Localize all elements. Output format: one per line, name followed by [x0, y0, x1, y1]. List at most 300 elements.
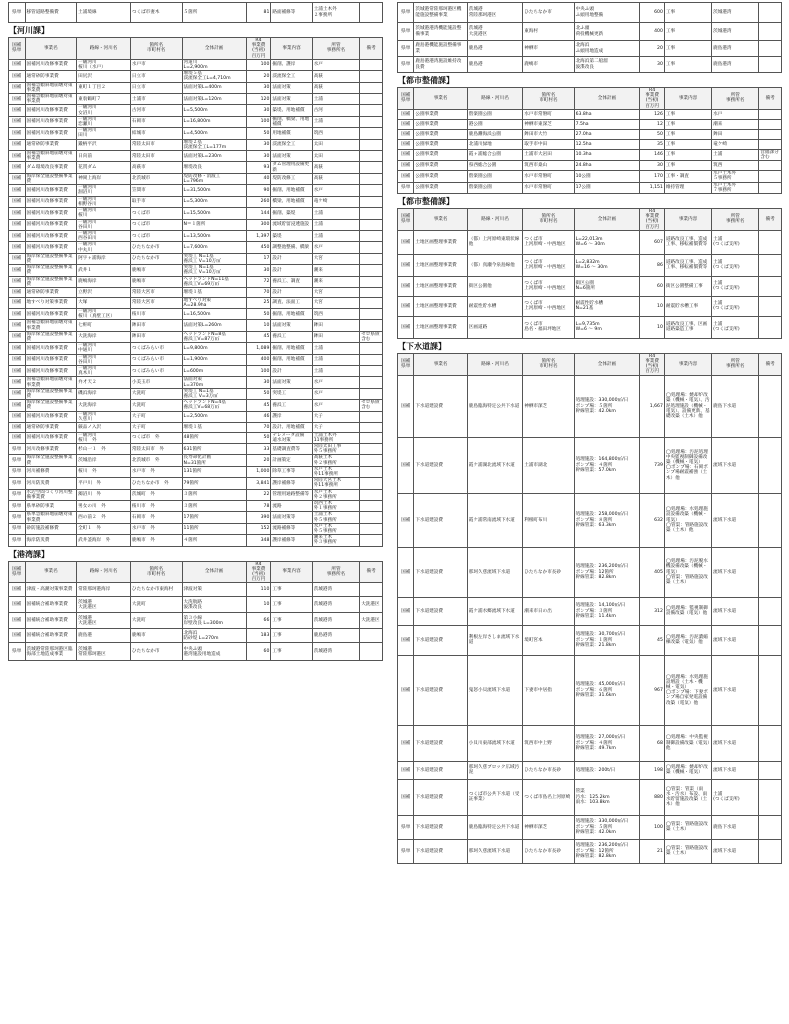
table-row: [398, 149, 782, 160]
table-cell: ダム環境改良事業費: [25, 162, 77, 173]
table-cell: [360, 116, 383, 127]
table-cell: 土浦 (つくば支所): [712, 779, 759, 815]
table-cell: [759, 254, 782, 276]
table-cell: 長寿命化計画 N=31箇所: [182, 455, 246, 466]
table-cell: 公園事業費: [414, 149, 467, 160]
table-cell: L=4,500m: [182, 128, 246, 139]
table-cell: 600: [640, 3, 665, 23]
table-cell: [360, 444, 383, 455]
table-cell: 33: [246, 444, 271, 455]
column-header: 国補 県単: [9, 38, 26, 60]
table-cell: 高萩: [312, 173, 360, 184]
table-cell: 78: [246, 501, 271, 512]
table-row: [9, 583, 383, 597]
table-cell: 下水道建設費: [414, 655, 467, 725]
table-cell: 30: [246, 82, 271, 93]
table-cell: 下水道建設費: [414, 725, 467, 761]
table-cell: 国補: [398, 254, 414, 276]
table-cell: 一級河川 谷田川: [77, 354, 131, 365]
table-cell: 工事: [664, 23, 711, 41]
table-cell: 処理施設：27,000㎥/日 ポンプ場：４箇所 幹線管渠：49.7km: [574, 725, 640, 761]
table-cell: 国補: [398, 725, 414, 761]
table-cell: 道路改良工事、造成工事、移転補償費等: [664, 254, 711, 276]
table-row: [9, 388, 383, 399]
table-cell: つくば市 上河原崎・中西地区: [523, 230, 574, 254]
table-cell: [360, 523, 383, 534]
table-cell: 渓流保全工: [271, 139, 312, 150]
table-cell: 堤防改修・消波工 L=796m: [182, 173, 246, 184]
column-header: 事業内容: [664, 353, 711, 375]
right-column: [397, 2, 782, 864]
table-cell: 流域下水道: [712, 725, 759, 761]
table-cell: 国補: [9, 411, 26, 422]
table-cell: 高萩: [312, 82, 360, 93]
table-cell: 流域下水道: [712, 625, 759, 655]
table-cell: 工事: [271, 597, 312, 613]
table-cell: 設計、用地補償: [271, 423, 312, 433]
table-cell: 国補: [9, 597, 26, 613]
table-cell: 第３小線 岸壁改良 L=300m: [182, 613, 246, 629]
table-cell: 水辺空間づくり河川整備事業費: [25, 489, 77, 500]
table-cell: 設計: [271, 287, 312, 297]
table-cell: 海岸防災費: [25, 535, 77, 546]
table-cell: 太田: [312, 139, 360, 150]
table-cell: 鹿島港: [467, 57, 522, 73]
table-cell: 国補河川改修事業費: [25, 196, 77, 207]
table-cell: 国補統合補助事業費: [25, 629, 77, 643]
table-cell: 国補河川改修事業費: [25, 411, 77, 422]
table-cell: 10: [246, 597, 271, 613]
table-cell: ◯処理場：水処理施設増設（土木・機械・電気） ◯ポンプ場：下妻ポンプ場自家発電設備改築（電気）他: [664, 655, 711, 725]
table-cell: [360, 128, 383, 139]
table-cell: 国補: [398, 276, 414, 296]
table-cell: 工事・調査: [664, 171, 711, 182]
column-header: 全体計画: [182, 561, 246, 583]
table-cell: L=9,800m: [182, 343, 246, 354]
table-cell: 橋梁、用地補償: [271, 196, 312, 207]
table-cell: 国補: [9, 265, 26, 276]
table-cell: 国補統合補助事業費: [25, 613, 77, 629]
table-cell: 一級河川 相野谷川: [77, 196, 131, 207]
table-cell: 国補: [9, 173, 26, 184]
table-cell: 国補河川改修事業費: [25, 185, 77, 196]
column-header: 事業内容: [664, 88, 711, 110]
table-cell: 鬼怒小貝流域下水道: [467, 655, 522, 725]
table-cell: 耐震性貯水槽: [467, 296, 522, 316]
table-cell: 21: [640, 839, 665, 863]
table-cell: [360, 411, 383, 422]
table-cell: 県西総合公園: [467, 161, 522, 171]
table-cell: 県単: [398, 3, 414, 23]
table-cell: [360, 139, 383, 150]
table-cell: 竜ケ崎: [712, 139, 759, 149]
table-cell: つくば市 外: [130, 432, 182, 443]
right-top-table: [397, 2, 782, 73]
table-row: [398, 493, 782, 547]
table-cell: 国補河川改修事業費: [25, 105, 77, 116]
table-cell: 国補: [9, 128, 26, 139]
table-cell: 管渠 汚水：125.2km 雨水：103.8km: [574, 779, 640, 815]
table-cell: [759, 655, 782, 725]
table-cell: 312: [640, 597, 665, 625]
table-cell: 鹿島下水道: [712, 815, 759, 839]
column-header: 事業内容: [664, 209, 711, 231]
table-row: [9, 365, 383, 376]
table-cell: 30: [640, 57, 665, 73]
table-cell: [360, 71, 383, 82]
table-cell: 常陸太田市 外: [130, 444, 182, 455]
table-cell: 筑西: [312, 308, 360, 319]
table-cell: 県単: [9, 455, 26, 466]
table-row: [9, 597, 383, 613]
table-cell: 通常砂防事業費: [25, 71, 77, 82]
table-cell: [360, 276, 383, 287]
table-cell: 一級河川 真木川: [77, 365, 131, 376]
table-cell: 66: [246, 613, 271, 629]
table-cell: 1,667: [640, 375, 665, 437]
table-cell: つくば市妻木: [130, 3, 182, 23]
table-cell: 鹿島下水道: [712, 375, 759, 437]
table-cell: 水戸土木外 ７事務所: [712, 182, 759, 193]
table-cell: 処理施設：14,100㎥/日 ポンプ場：３箇所 幹線管渠：11.4km: [574, 597, 640, 625]
table-cell: 79箇所: [182, 478, 246, 489]
table-cell: 常陸大宮土木 外11事務所: [312, 478, 360, 489]
table-cell: 流域貯留浸透施設: [271, 219, 312, 230]
table-cell: 通常砂防事業費: [25, 139, 77, 150]
table-cell: [360, 489, 383, 500]
table-cell: 茨城港 大洗港区: [467, 23, 522, 41]
table-cell: 水戸土木 外２事務所: [312, 489, 360, 500]
table-cell: 70: [246, 287, 271, 297]
table-cell: 土浦: [312, 94, 360, 105]
table-cell: 国補: [9, 82, 26, 93]
table-cell: 鹿嶋市: [130, 629, 182, 643]
table-cell: 24.8ha: [574, 161, 640, 171]
table-cell: 街区公園整備工事: [664, 276, 711, 296]
table-cell: 潮来土木 外３事務所: [312, 535, 360, 546]
table-cell: 68: [640, 725, 665, 761]
park-table: [397, 87, 782, 194]
table-cell: 工事: [664, 109, 711, 119]
table-cell: [759, 839, 782, 863]
table-cell: 県単: [398, 839, 414, 863]
table-row: [9, 253, 383, 264]
table-cell: 35: [640, 139, 665, 149]
table-cell: 国補: [9, 343, 26, 354]
table-cell: 県単: [398, 57, 414, 73]
table-row: [9, 265, 383, 276]
column-header: 箇所名 市町村名: [523, 209, 574, 231]
table-cell: [759, 437, 782, 493]
table-cell: 国補: [398, 149, 414, 160]
table-cell: 国補河川改修事業費: [25, 208, 77, 219]
column-header: 所管 事務所名: [312, 38, 360, 60]
table-row: [9, 71, 383, 82]
column-header: 所管 事務所名: [712, 353, 759, 375]
table-cell: 護岸補修等: [271, 478, 312, 489]
table-cell: ダム管理用設備更新: [271, 162, 312, 173]
table-cell: 国補: [398, 625, 414, 655]
table-cell: 高萩: [312, 71, 360, 82]
table-cell: 掘削、護岸: [271, 59, 312, 70]
table-cell: [759, 119, 782, 129]
table-cell: [360, 59, 383, 70]
table-cell: 流路補修等: [271, 523, 312, 534]
table-cell: 高萩土木 外２事務所: [312, 455, 360, 466]
table-cell: [759, 182, 782, 193]
table-cell: ３箇所: [182, 489, 246, 500]
table-row: [9, 489, 383, 500]
table-cell: 国補: [9, 253, 26, 264]
table-cell: 茨城港常陸那珂港区機能施設整備事業: [414, 3, 467, 23]
sewer-table: [397, 353, 782, 864]
table-cell: ひたちなか市長砂: [523, 839, 574, 863]
table-cell: 突堤工 N=1基 養浜工 V=10万㎥: [182, 265, 246, 276]
table-cell: [360, 151, 383, 162]
table-cell: 茨城港湾: [712, 3, 759, 23]
table-cell: 護岸: [271, 411, 312, 422]
table-cell: 水戸: [312, 242, 360, 253]
table-row: [398, 375, 782, 437]
table-cell: 土浦境線: [77, 3, 131, 23]
table-cell: 土浦: [312, 365, 360, 376]
table-cell: つくば市: [130, 219, 182, 230]
table-cell: [360, 388, 383, 399]
table-cell: 国補河川改修事業費: [25, 308, 77, 319]
table-cell: ５箇所: [182, 3, 246, 23]
table-cell: 下水道建設費: [414, 437, 467, 493]
table-cell: 潮来: [712, 119, 759, 129]
table-cell: 国補: [9, 71, 26, 82]
table-cell: 常陸太田市: [130, 139, 182, 150]
column-header: 路線・河川名: [467, 209, 522, 231]
table-cell: 632: [640, 493, 665, 547]
table-cell: L=9,735m W=6 ～ 9m: [574, 316, 640, 338]
table-cell: L=600m: [182, 365, 246, 376]
table-cell: 移管道路整備費: [25, 3, 77, 23]
table-cell: 46: [246, 411, 271, 422]
table-cell: 国補急傾斜地崩壊対策事業費: [25, 320, 77, 331]
table-cell: 処理施設：330,000㎥/日 ポンプ場：５箇所 幹線管渠：42.0km: [574, 815, 640, 839]
table-cell: 大洗海岸: [77, 400, 131, 411]
table-cell: 土浦土木外 11事務所: [312, 432, 360, 443]
table-cell: 水戸市常磐町: [523, 171, 574, 182]
table-cell: [360, 512, 383, 523]
table-cell: 養浜工: [271, 331, 312, 342]
table-cell: ３箇所: [182, 501, 246, 512]
table-cell: 那珂久慈ブロック広域汚泥: [467, 761, 522, 779]
table-header-row: [398, 209, 782, 231]
table-cell: 鹿島臨海特定公共下水道: [467, 815, 522, 839]
table-row: [398, 41, 782, 57]
table-cell: 流域下水道: [712, 761, 759, 779]
table-cell: 国補: [9, 196, 26, 207]
table-cell: 50: [246, 128, 271, 139]
table-row: [9, 523, 383, 534]
table-row: [9, 643, 383, 661]
table-cell: 県単: [9, 523, 26, 534]
table-cell: 濁沼川 外: [77, 489, 131, 500]
table-cell: 大洗町: [130, 613, 182, 629]
table-cell: 男女の川 外: [77, 501, 131, 512]
table-row: [398, 57, 782, 73]
table-cell: [759, 230, 782, 254]
table-cell: 大洗港区: [360, 613, 383, 629]
table-cell: [360, 423, 383, 433]
table-cell: [759, 139, 782, 149]
table-cell: 国補: [9, 94, 26, 105]
table-cell: 国補: [398, 547, 414, 597]
table-cell: 国補: [9, 308, 26, 319]
table-row: [9, 478, 383, 489]
table-cell: 津波・高潮対策事業費: [25, 583, 77, 597]
table-cell: 一級河川 中通川: [77, 343, 131, 354]
table-cell: 土浦: [312, 208, 360, 219]
table-cell: [360, 105, 383, 116]
table-cell: 国補河川改修事業費: [25, 343, 77, 354]
table-cell: 海岸保全施設整備事業費: [25, 265, 77, 276]
table-cell: 工事: [664, 161, 711, 171]
table-cell: つくば市: [130, 230, 182, 241]
table-row: [9, 320, 383, 331]
table-cell: [759, 547, 782, 597]
table-cell: ひたちなか市: [130, 242, 182, 253]
table-cell: [759, 161, 782, 171]
table-cell: [360, 3, 383, 23]
column-header: 備考: [360, 38, 383, 60]
table-cell: 国補: [398, 437, 414, 493]
column-header: 路線・河川名: [77, 38, 131, 60]
table-cell: 国補: [9, 629, 26, 643]
table-cell: 400: [246, 354, 271, 365]
table-cell: 鉾田市: [130, 331, 182, 342]
table-cell: 30: [246, 265, 271, 276]
table-cell: 茨城港 常陸那珂港区: [77, 643, 131, 661]
table-cell: 法面対策: [271, 320, 312, 331]
table-cell: 国補河川改修事業費: [25, 354, 77, 365]
table-cell: 茨城港常陸那珂港区臨海部土地造成事業: [25, 643, 77, 661]
table-cell: 国補河川改修事業費: [25, 59, 77, 70]
table-cell: 260: [246, 196, 271, 207]
table-cell: 法面対策等: [271, 512, 312, 523]
table-cell: （都）上河原崎東環状線他: [467, 230, 522, 254]
table-row: [9, 466, 383, 477]
table-cell: ひたちなか市 外: [130, 478, 182, 489]
table-cell: 県単: [9, 478, 26, 489]
table-cell: 筑西市桑山: [523, 161, 574, 171]
column-header: 全体計画: [182, 38, 246, 60]
table-cell: 土浦 (つくば支所): [712, 254, 759, 276]
table-cell: ◯処理場：汚泥脱水機設備改築（機械・電気） ◯管渠：管路施設改築（土木）: [664, 547, 711, 597]
table-cell: 国補: [9, 377, 26, 388]
table-row: [398, 316, 782, 338]
table-row: [9, 297, 383, 308]
table-row: [398, 23, 782, 41]
table-cell: 潮来市日の出: [523, 597, 574, 625]
table-cell: 全町１ 外: [77, 523, 131, 534]
table-cell: [759, 129, 782, 139]
table-cell: 大子: [312, 411, 360, 422]
table-cell: 土浦土木 外５事務所: [312, 512, 360, 523]
table-cell: L=7,600m: [182, 242, 246, 253]
table-cell: 花貫ダム: [77, 162, 131, 173]
table-cell: 取手市: [130, 196, 182, 207]
table-cell: 大洗港区: [360, 597, 383, 613]
table-cell: 海岸保全施設整備事業費: [25, 331, 77, 342]
table-cell: L=13,500m: [182, 230, 246, 241]
table-cell: 72: [246, 276, 271, 287]
table-cell: 土浦市湖北: [523, 437, 574, 493]
table-cell: 50: [246, 388, 271, 399]
table-cell: 100: [246, 59, 271, 70]
table-cell: 工事: [664, 3, 711, 23]
column-header: R4 事業費 (当初) 百万円: [246, 561, 271, 583]
column-header: 全体計画: [574, 88, 640, 110]
table-cell: 工事: [271, 643, 312, 661]
table-cell: つくば市 上河原崎・中西地区: [523, 254, 574, 276]
table-cell: 大洗海岸: [77, 331, 131, 342]
table-cell: 144: [246, 208, 271, 219]
table-cell: 水戸: [312, 377, 360, 388]
table-row: [398, 625, 782, 655]
table-cell: 22: [246, 489, 271, 500]
table-cell: 武井１: [77, 265, 131, 276]
table-cell: つくば市 上河原崎・中西地区: [523, 296, 574, 316]
column-header: 路線・河川名: [467, 353, 522, 375]
table-cell: 1,089: [246, 343, 271, 354]
table-cell: [360, 478, 383, 489]
table-cell: 390: [246, 512, 271, 523]
table-cell: 国補: [9, 388, 26, 399]
table-row: [9, 287, 383, 297]
table-cell: 茨城港湾: [312, 597, 360, 613]
table-cell: L=31,500m: [182, 185, 246, 196]
port-section-title: 【港湾課】: [9, 549, 49, 559]
table-cell: ◯管渠：管路施設改築（土木）: [664, 839, 711, 863]
table-cell: 国補河川改修事業費: [25, 116, 77, 127]
column-header: 国補 県単: [398, 88, 414, 110]
table-row: [398, 230, 782, 254]
table-row: [9, 400, 383, 411]
table-cell: 国補: [398, 230, 414, 254]
table-row: [9, 230, 383, 241]
table-cell: 水戸市 外: [130, 466, 182, 477]
table-cell: 法面対策L=120m: [182, 94, 246, 105]
table-cell: [360, 629, 383, 643]
table-row: [398, 839, 782, 863]
table-cell: 工事: [664, 57, 711, 73]
table-cell: つくば市 島名・福田坪地区: [523, 316, 574, 338]
table-cell: 鉾田市大竹: [523, 129, 574, 139]
table-cell: 一級河川 久慈川: [77, 411, 131, 422]
table-cell: 鉾田: [712, 129, 759, 139]
left-column: [8, 2, 383, 661]
table-cell: 国補統合補助事業費: [25, 597, 77, 613]
table-cell: [759, 276, 782, 296]
table-cell: 下妻市中居指: [523, 655, 574, 725]
table-cell: [759, 493, 782, 547]
river-table: [8, 37, 383, 547]
table-cell: 水戸: [312, 388, 360, 399]
table-cell: 国補: [9, 230, 26, 241]
table-cell: 県単: [398, 815, 414, 839]
table-cell: ゼロ県債含む: [360, 331, 383, 342]
table-cell: 日立市: [130, 71, 182, 82]
table-cell: 国補急傾斜地崩壊対策事業費: [25, 377, 77, 388]
table-cell: 桜川 外: [77, 466, 131, 477]
table-cell: 下水道建設費: [414, 625, 467, 655]
table-cell: 常陸大宮市: [130, 287, 182, 297]
